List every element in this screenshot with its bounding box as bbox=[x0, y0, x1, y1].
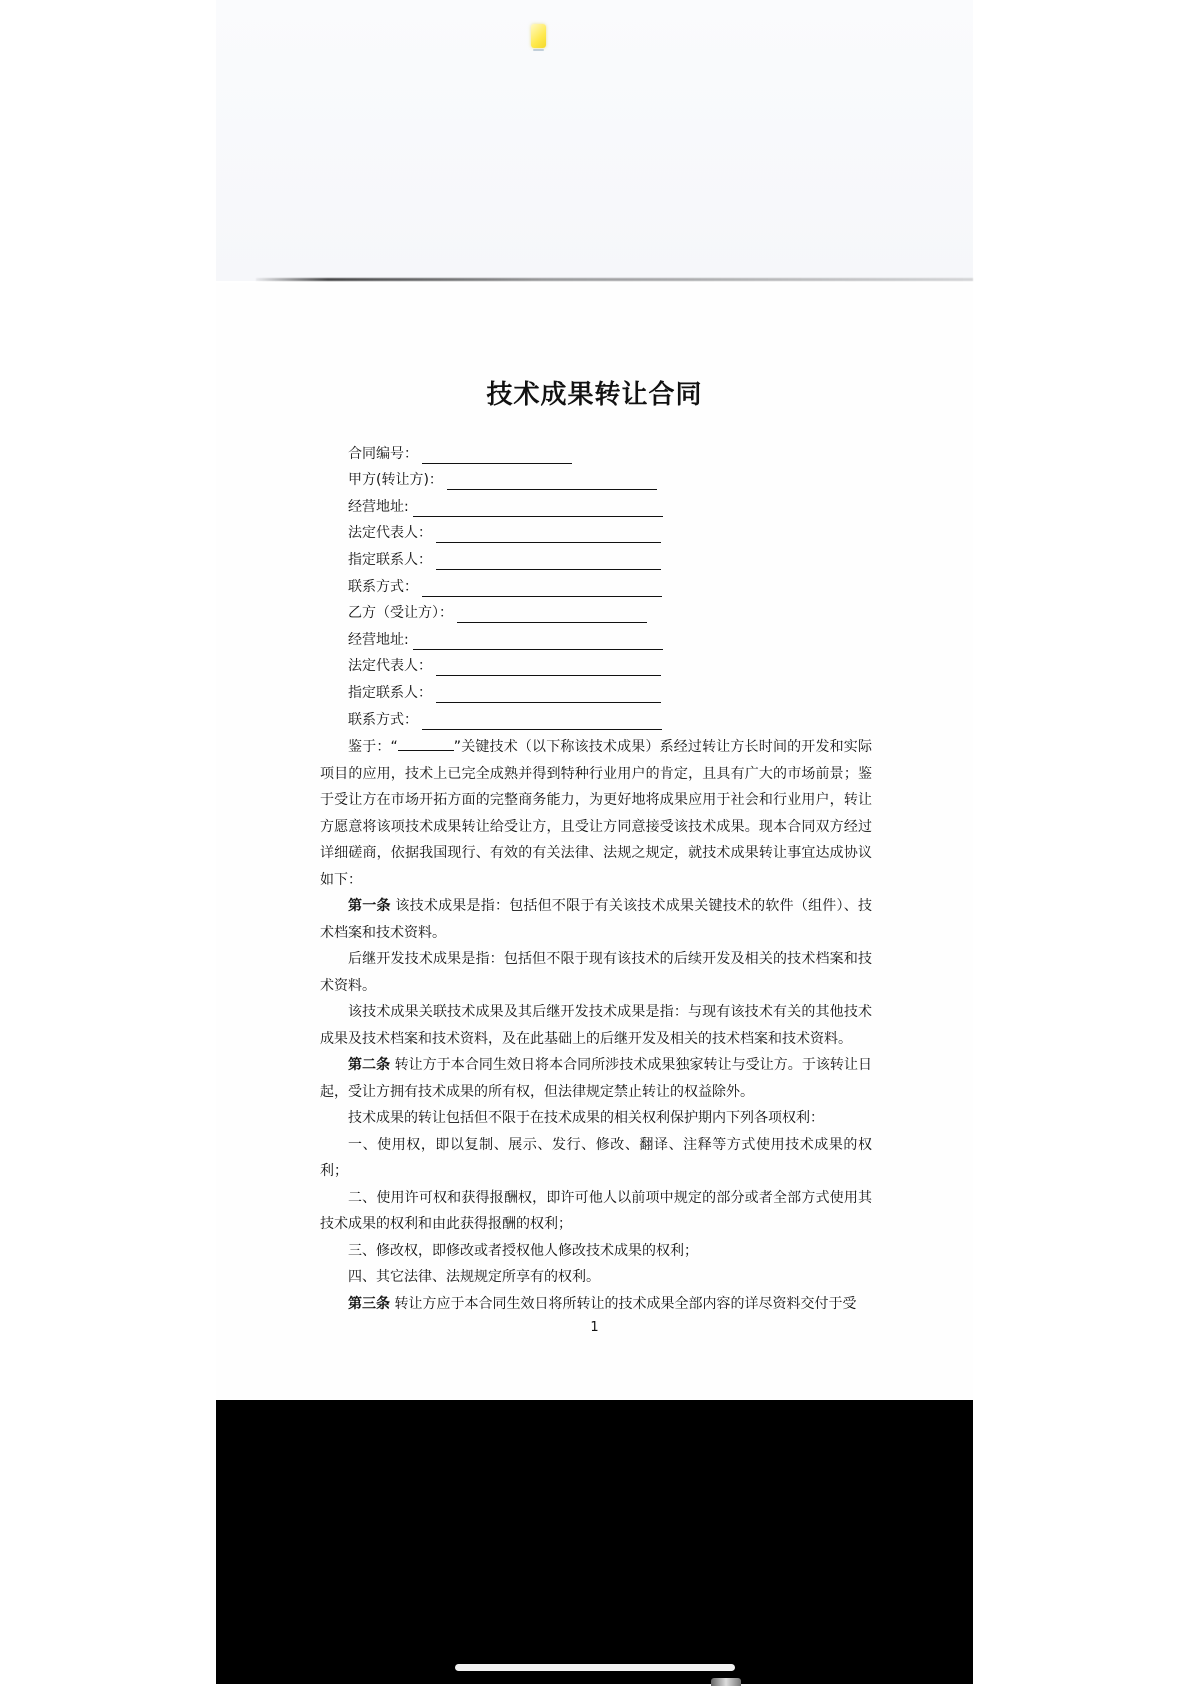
sticky-note-icon[interactable] bbox=[531, 24, 546, 48]
form-field-row bbox=[348, 517, 663, 544]
field-blank-line[interactable] bbox=[447, 473, 657, 490]
field-blank-line[interactable] bbox=[413, 633, 663, 650]
contract-body bbox=[320, 734, 872, 1317]
previous-page-bottom bbox=[216, 0, 973, 281]
home-indicator[interactable] bbox=[455, 1664, 735, 1671]
page-number: 1 bbox=[590, 1320, 599, 1335]
contract-paragraph bbox=[320, 946, 872, 999]
field-label: 指定联系人： bbox=[348, 684, 432, 701]
paragraph-text: 三、修改权，即修改或者授权他人修改技术成果的权利； bbox=[348, 1242, 698, 1259]
field-label: 法定代表人： bbox=[348, 658, 432, 675]
field-label: 乙方（受让方）： bbox=[348, 605, 453, 622]
technology-name-blank[interactable] bbox=[398, 736, 454, 751]
article-heading: 第二条 bbox=[348, 1057, 391, 1073]
form-field-row bbox=[348, 490, 663, 517]
preamble-paragraph: 鉴于：“ ”关键技术（以下称该技术成果）系经过转让方长时间的开发和实际项目的应用，技术上已完全成熟并得到特种行业用户的肯定，且具有广大的市场前景；鉴于受让方在市场开拓方面的完整商务能力，为更好地将成果应用于社会和行业用户，转让方愿意将该项技术成果转让给受让方，且受让方同意接受该技术成果。现本合同双方经过详细磋商，依据我国现行、有效的有关法律、法规之规定，就技术成果转让事宜达成协议如下： bbox=[320, 734, 872, 893]
article-heading: 第三条 bbox=[348, 1295, 390, 1312]
field-blank-line[interactable] bbox=[436, 686, 661, 703]
field-label: 经营地址: bbox=[348, 498, 409, 515]
page-break-divider bbox=[256, 278, 973, 281]
field-label: 联系方式： bbox=[348, 578, 418, 595]
form-field-row bbox=[348, 543, 663, 570]
partial-thumbnail bbox=[711, 1678, 741, 1686]
contract-paragraph bbox=[320, 1238, 872, 1265]
form-field-row bbox=[348, 676, 663, 703]
form-field-row bbox=[348, 650, 663, 677]
form-field-row bbox=[348, 703, 663, 730]
paragraph-text: 四、其它法律、法规规定所享有的权利。 bbox=[348, 1269, 600, 1285]
contract-paragraph bbox=[320, 893, 872, 946]
field-label: 甲方(转让方)： bbox=[348, 472, 443, 489]
contract-paragraph bbox=[320, 1105, 872, 1132]
paragraph-text: 技术成果的转让包括但不限于在技术成果的相关权利保护期内下列各项权利： bbox=[348, 1110, 824, 1126]
field-blank-line[interactable] bbox=[436, 526, 661, 543]
field-label: 经营地址: bbox=[348, 631, 409, 648]
contract-paragraph bbox=[320, 999, 872, 1052]
field-label: 合同编号： bbox=[348, 445, 418, 462]
form-field-row bbox=[348, 437, 663, 464]
field-blank-line[interactable] bbox=[413, 500, 663, 517]
field-blank-line[interactable] bbox=[422, 447, 572, 464]
paragraph-text: 该技术成果是指：包括但不限于有关该技术成果关键技术的软件（组件）、技术档案和技术资料。 bbox=[320, 898, 873, 941]
contract-paragraph bbox=[320, 1052, 872, 1105]
document-page bbox=[216, 283, 973, 1400]
form-field-row bbox=[348, 623, 663, 650]
article-heading: 第一条 bbox=[348, 898, 391, 914]
form-field-row bbox=[348, 464, 663, 491]
field-blank-line[interactable] bbox=[436, 553, 661, 570]
paragraph-text: 一、使用权，即以复制、展示、发行、修改、翻译、注释等方式使用技术成果的权利； bbox=[320, 1136, 872, 1179]
field-blank-line[interactable] bbox=[422, 580, 662, 597]
document-title: 技术成果转让合同 bbox=[486, 380, 703, 410]
contract-paragraph bbox=[320, 1132, 872, 1185]
viewer-bottom-area bbox=[216, 1400, 973, 1684]
paragraph-text: 转让方应于本合同生效日将所转让的技术成果全部内容的详尽资料交付于受 bbox=[390, 1295, 857, 1312]
contract-paragraph bbox=[320, 1185, 872, 1238]
form-field-row bbox=[348, 597, 663, 624]
field-label: 联系方式： bbox=[348, 711, 418, 728]
field-blank-line[interactable] bbox=[457, 606, 647, 623]
paragraph-text: 二、使用许可权和获得报酬权，即许可他人以前项中规定的部分或者全部方式使用其技术成果的权利和由此获得报酬的权利； bbox=[320, 1189, 872, 1232]
field-blank-line[interactable] bbox=[422, 713, 662, 730]
field-label: 指定联系人： bbox=[348, 551, 432, 568]
party-info-fields bbox=[348, 437, 663, 730]
form-field-row bbox=[348, 570, 663, 597]
paragraph-text: 后继开发技术成果是指：包括但不限于现有该技术的后续开发及相关的技术档案和技术资料。 bbox=[320, 951, 872, 994]
paragraph-text: 转让方于本合同生效日将本合同所涉技术成果独家转让与受让方。于该转让日起，受让方拥有技术成果的所有权，但法律规定禁止转让的权益除外。 bbox=[320, 1057, 873, 1100]
contract-paragraph bbox=[320, 1264, 872, 1291]
paragraph-text: 该技术成果关联技术成果及其后继开发技术成果是指：与现有该技术有关的其他技术成果及技术档案和技术资料，及在此基础上的后继开发及相关的技术档案和技术资料。 bbox=[320, 1004, 872, 1047]
contract-paragraph bbox=[320, 1291, 872, 1318]
field-label: 法定代表人： bbox=[348, 525, 432, 542]
field-blank-line[interactable] bbox=[436, 659, 661, 676]
